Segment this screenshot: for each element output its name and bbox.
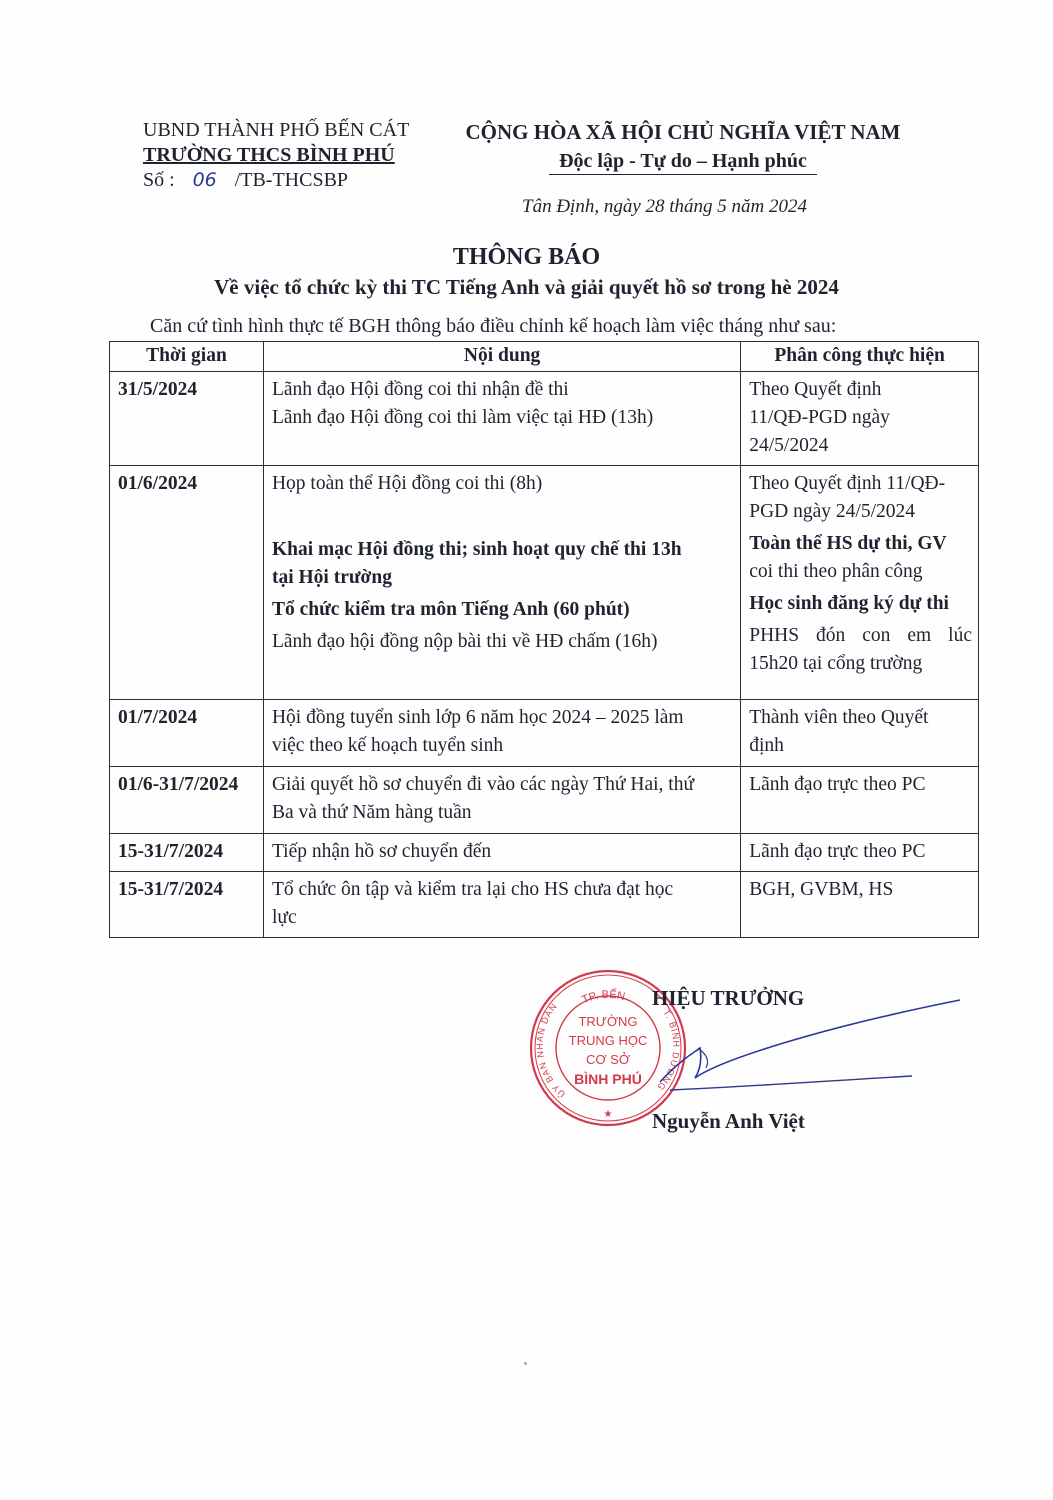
row-assignment <box>741 700 979 767</box>
table-row <box>110 372 979 466</box>
content-line: Lãnh đạo hội đồng nộp bài thi về HĐ chấm (16h) <box>271 631 658 652</box>
assign-line: Theo Quyết định <box>749 379 882 400</box>
stamp-center-2: TRUNG HỌC <box>568 1033 648 1048</box>
content-line: Tổ chức kiểm tra môn Tiếng Anh (60 phút) <box>271 599 630 620</box>
nation-motto: Độc lập - Tự do – Hạnh phúc <box>549 148 817 175</box>
content-line: Họp toàn thể Hội đồng coi thi (8h) <box>271 473 543 494</box>
table-row <box>110 767 979 834</box>
assign-line: BGH, GVBM, HS <box>749 879 894 900</box>
header-assignment: Phân công thực hiện <box>741 342 979 372</box>
scan-speck <box>524 1362 527 1365</box>
stamp-ring-left: ỦY BAN NHÂN DÂN <box>534 1000 568 1100</box>
table-row <box>110 872 979 938</box>
row-time: 31/5/2024 <box>110 372 264 466</box>
assign-line: định <box>749 735 784 756</box>
assign-line: Thành viên theo Quyết <box>749 707 929 728</box>
assign-line: Toàn thể HS dự thi, GV <box>749 533 947 554</box>
content-line: Khai mạc Hội đồng thi; sinh hoạt quy chế thi 13h <box>271 539 682 560</box>
table-row <box>110 834 979 872</box>
issuer-block <box>143 118 409 193</box>
content-line: lực <box>271 907 297 928</box>
assign-line: coi thi theo phân công <box>749 561 923 582</box>
content-line: tại Hội trường <box>271 567 392 588</box>
content-line: Tiếp nhận hồ sơ chuyển đến <box>271 841 492 862</box>
assign-line: Lãnh đạo trực theo PC <box>749 841 926 862</box>
row-content <box>263 767 740 834</box>
row-content <box>263 834 740 872</box>
nation-name: CỘNG HÒA XÃ HỘI CHỦ NGHĨA VIỆT NAM <box>465 120 901 144</box>
row-content <box>263 700 740 767</box>
row-time: 01/6-31/7/2024 <box>110 767 264 834</box>
document-title: THÔNG BÁO <box>452 244 601 270</box>
doc-number-handwritten: 06 <box>192 169 217 191</box>
row-assignment <box>741 834 979 872</box>
signatory-name: Nguyễn Anh Việt <box>652 1109 805 1133</box>
assign-line: 24/5/2024 <box>749 435 829 456</box>
stamp-center-3: CƠ SỞ <box>586 1052 630 1067</box>
schedule-table <box>109 341 979 938</box>
assign-line: Học sinh đăng ký dự thi <box>749 593 949 614</box>
assign-line: Lãnh đạo trực theo PC <box>749 774 926 795</box>
content-line: Hội đồng tuyển sinh lớp 6 năm học 2024 – 2025 làm <box>271 707 684 728</box>
stamp-center-4: BÌNH PHÚ <box>574 1071 642 1087</box>
assign-line: Theo Quyết định 11/QĐ- <box>749 473 946 494</box>
content-line: Ba và thứ Năm hàng tuần <box>271 802 472 823</box>
row-time: 01/6/2024 <box>110 466 264 700</box>
table-row <box>110 700 979 767</box>
row-assignment <box>741 767 979 834</box>
header-content: Nội dung <box>263 342 740 372</box>
document-number-line <box>143 168 409 193</box>
row-time: 01/7/2024 <box>110 700 264 767</box>
content-line: Tổ chức ôn tập và kiểm tra lại cho HS chưa đạt học <box>271 879 674 900</box>
stamp-center-1: TRƯỜNG <box>578 1014 638 1029</box>
document-subtitle: Về việc tổ chức kỳ thi TC Tiếng Anh và giải quyết hồ sơ trong hè 2024 <box>214 275 839 299</box>
handwritten-signature-icon <box>640 990 970 1100</box>
row-time: 15-31/7/2024 <box>110 872 264 938</box>
assign-line: PGD ngày 24/5/2024 <box>749 501 915 522</box>
content-line: Lãnh đạo Hội đồng coi thi làm việc tại HĐ (13h) <box>271 407 654 428</box>
doc-number-prefix: Số : <box>143 169 175 191</box>
table-header-row <box>110 342 979 372</box>
stamp-ring-top: TP. BẾN <box>580 988 627 1007</box>
row-time: 15-31/7/2024 <box>110 834 264 872</box>
issuer-school: TRƯỜNG THCS BÌNH PHÚ <box>143 144 395 166</box>
assign-line: 15h20 tại cổng trường <box>749 653 923 674</box>
assign-line: PHHS đón con em lúc <box>749 625 972 646</box>
table-row <box>110 466 979 700</box>
content-line: Lãnh đạo Hội đồng coi thi nhận đề thi <box>271 379 569 400</box>
assign-line: 11/QĐ-PGD ngày <box>749 407 890 428</box>
national-motto-block <box>452 118 914 175</box>
doc-number-suffix: /TB-THCSBP <box>234 169 349 191</box>
stamp-star-icon: ★ <box>603 1109 613 1120</box>
row-assignment <box>741 872 979 938</box>
row-content <box>263 872 740 938</box>
row-content <box>263 372 740 466</box>
date-place: Tân Định, ngày 28 tháng 5 năm 2024 <box>522 196 807 217</box>
row-assignment <box>741 372 979 466</box>
content-line: Giải quyết hồ sơ chuyển đi vào các ngày Thứ Hai, thứ <box>271 774 695 795</box>
row-content <box>263 466 740 700</box>
content-line: việc theo kế hoạch tuyển sinh <box>271 735 504 756</box>
issuer-authority: UBND THÀNH PHỐ BẾN CÁT <box>143 119 410 141</box>
header-time: Thời gian <box>110 342 264 372</box>
stamp-ring-right: T. BÌNH DƯƠNG <box>654 1007 682 1093</box>
row-assignment <box>741 466 979 700</box>
signatory-title: HIỆU TRƯỞNG <box>652 986 805 1010</box>
intro-paragraph: Căn cứ tình hình thực tế BGH thông báo điều chỉnh kế hoạch làm việc tháng như sau: <box>150 315 837 337</box>
